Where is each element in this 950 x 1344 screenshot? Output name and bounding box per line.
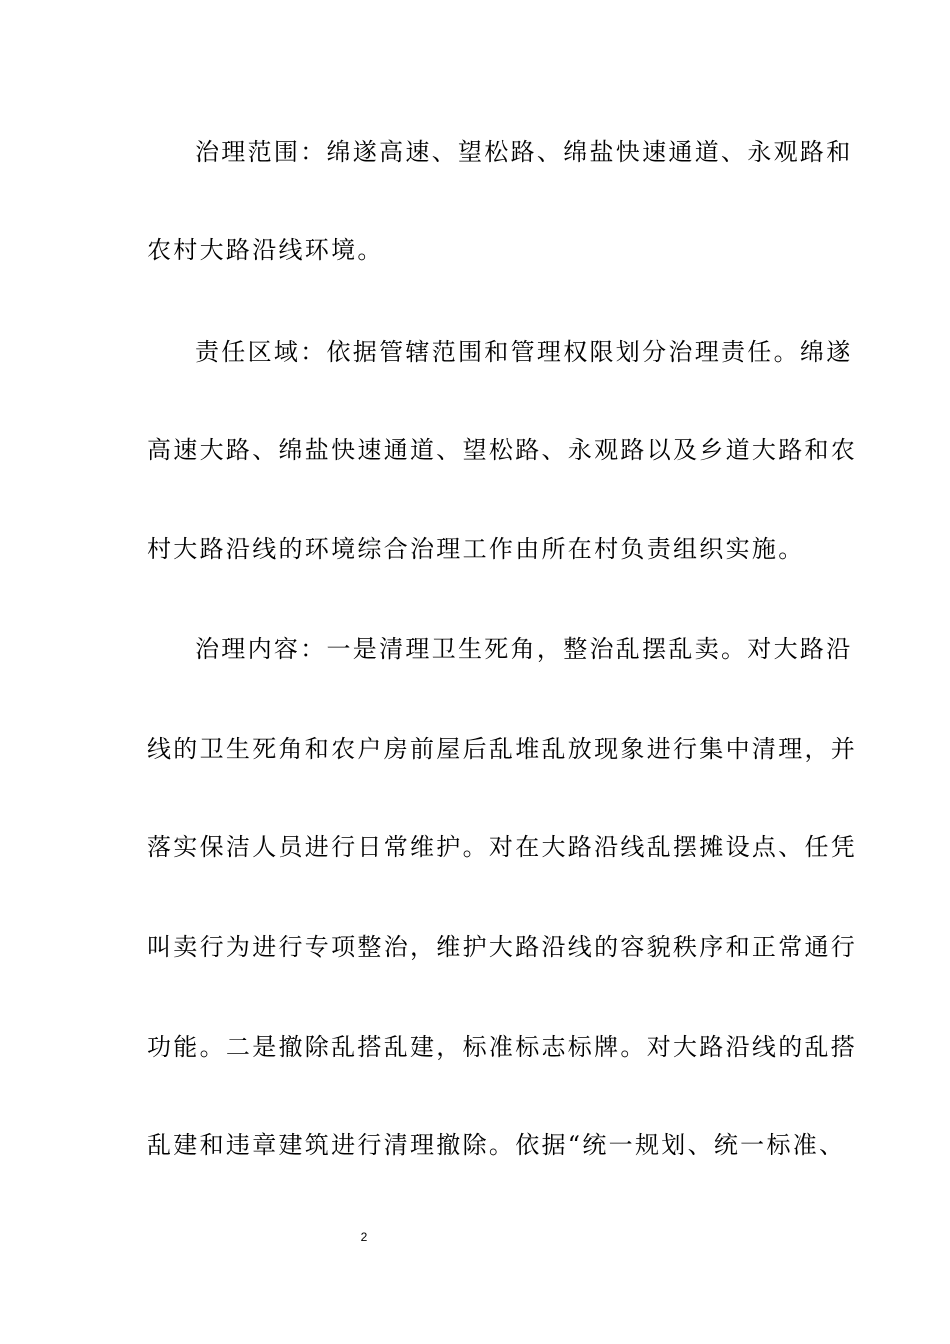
- paragraph-responsibility-line-3: 村大路沿线的环境综合治理工作由所在村负责组织实施。: [147, 535, 805, 563]
- paragraph-scope-line-2: 农村大路沿线环境。: [147, 236, 384, 264]
- paragraph-content-line-3: 落实保洁人员进行日常维护。对在大路沿线乱摆摊设点、任凭: [147, 833, 858, 861]
- paragraph-content-line-2: 线的卫生死角和农户房前屋后乱堆乱放现象进行集中清理，并: [147, 735, 858, 763]
- paragraph-content-line-4: 叫卖行为进行专项整治，维护大路沿线的容貌秩序和正常通行: [147, 933, 858, 961]
- paragraph-responsibility-line-1: 责任区域：依据管辖范围和管理权限划分治理责任。绵遂: [195, 338, 853, 366]
- paragraph-scope-line-1: 治理范围：绵遂高速、望松路、绵盐快速通道、永观路和: [195, 138, 853, 166]
- paragraph-responsibility-line-2: 高速大路、绵盐快速通道、望松路、永观路以及乡道大路和农: [147, 436, 858, 464]
- paragraph-content-line-6: 乱建和违章建筑进行清理撤除。依据“统一规划、统一标准、: [147, 1131, 846, 1159]
- paragraph-content-line-5: 功能。二是撤除乱搭乱建，标准标志标牌。对大路沿线的乱搭: [147, 1033, 858, 1061]
- page-number: 2: [360, 1230, 368, 1244]
- paragraph-content-line-1: 治理内容：一是清理卫生死角，整治乱摆乱卖。对大路沿: [195, 635, 853, 663]
